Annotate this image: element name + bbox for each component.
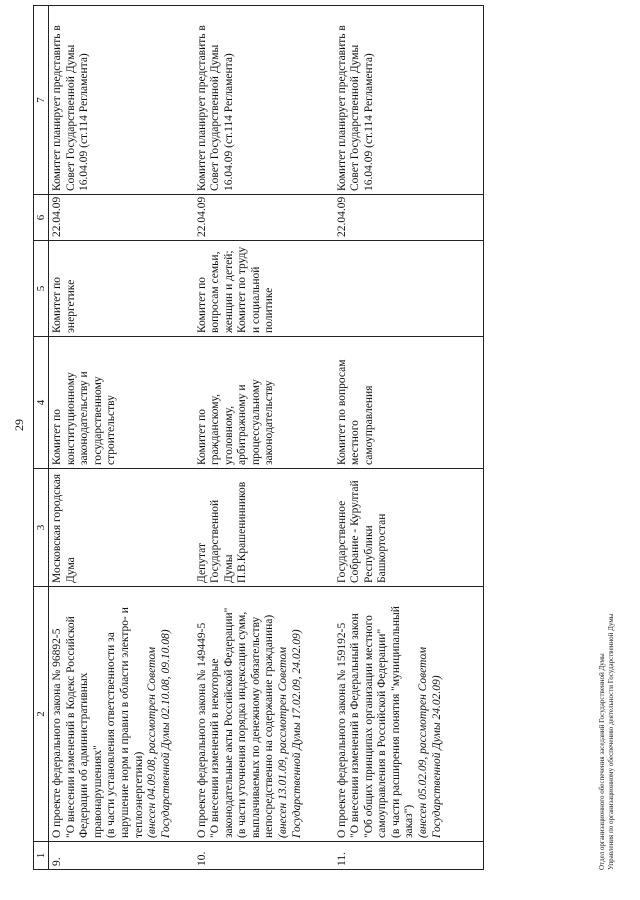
- col-header-5: 5: [34, 241, 49, 337]
- bill-line: нарушение норм и правил в области электро- и: [118, 607, 131, 838]
- table-row: [194, 6, 334, 870]
- bill-author: Московская городская Дума: [49, 469, 194, 587]
- row-number: 11.: [334, 842, 484, 870]
- bill-line: (в части установления ответственности за: [105, 632, 118, 838]
- row-number: 10.: [194, 842, 334, 870]
- bill-note: (внесен 05.02.09, рассмотрен Советом Государственной Думы 24.02.09): [417, 646, 443, 838]
- bill-line: О проекте федерального закона № 149449-5: [195, 622, 208, 838]
- bill-line: законодательные акты Российской Федерации": [222, 607, 235, 838]
- page-number: 29: [12, 419, 26, 431]
- table-row: [49, 6, 194, 870]
- bill-line: (в части расширения понятия "муниципальный: [389, 606, 402, 838]
- col-header-7: 7: [34, 6, 49, 195]
- date: 22.04.09: [49, 195, 194, 241]
- note: Комитет планирует представить в Совет Государственной Думы 16.04.09 (ст.114 Регламента): [49, 6, 194, 195]
- bill-author: Депутат Государственной Думы П.В.Крашенинников: [194, 469, 334, 587]
- note: Комитет планирует представить в Совет Государственной Думы 16.04.09 (ст.114 Регламента): [334, 6, 484, 195]
- note: Комитет планирует представить в Совет Государственной Думы 16.04.09 (ст.114 Регламента): [194, 6, 334, 195]
- responsible-committee: Комитет по вопросам местного самоуправления: [334, 337, 484, 469]
- table-header-row: [34, 6, 49, 870]
- bill-note: (внесен 13.01.09, рассмотрен Советом Государственной Думы 17.02.09, 24.02.09): [277, 629, 303, 838]
- footer-line: Отдел организационного обеспечения заседаний Государственной Думы: [598, 653, 606, 870]
- bill-line: "О внесении изменений в Федеральный закон: [349, 613, 362, 838]
- date: 22.04.09: [334, 195, 484, 241]
- date: 22.04.09: [194, 195, 334, 241]
- bill-line: самоуправления в Российской Федерации": [376, 628, 389, 838]
- col-header-3: 3: [34, 469, 49, 587]
- bill-line: непосредственно на содержание гражданина): [263, 614, 276, 838]
- bill-line: О проекте федерального закона № 159192-5: [335, 622, 348, 838]
- bill-author: Государственное Собрание - Курултай Республики Башкортостан: [334, 469, 484, 587]
- bill-line: правонарушениях": [91, 745, 104, 838]
- bill-line: выплачиваемых по денежному обязательству: [249, 616, 262, 838]
- col-header-4: 4: [34, 337, 49, 469]
- col-header-2: 2: [34, 587, 49, 842]
- footer-line: Управления по организационному обеспечению деятельности Государственной Думы: [607, 613, 615, 870]
- co-executor-committee: [334, 241, 484, 337]
- bill-line: теплоэнергетики): [132, 751, 145, 838]
- bill-description: [194, 587, 334, 842]
- bill-line: (в части уточнения порядка индексации сумм,: [236, 611, 249, 838]
- footer: [598, 614, 616, 870]
- bill-line: Федерации об административных: [78, 672, 91, 838]
- bill-line: О проекте федерального закона № 96892-5: [51, 628, 63, 838]
- co-executor-committee: Комитет по вопросам семьи, женщин и детей; Комитет по труду и социальной политике: [194, 241, 334, 337]
- bill-line: "О внесении изменений в Кодекс Российской: [64, 616, 77, 838]
- responsible-committee: Комитет по гражданскому, уголовному, арбитражному и процессуальному законодательству: [194, 337, 334, 469]
- co-executor-committee: Комитет по энергетике: [49, 241, 194, 337]
- row-number: 9.: [49, 842, 194, 870]
- col-header-1: 1: [34, 842, 49, 870]
- col-header-6: 6: [34, 195, 49, 241]
- responsible-committee: Комитет по конституционному законодательству и государственному строительству: [49, 337, 194, 469]
- bill-line: "Об общих принципах организации местного: [362, 615, 375, 838]
- bill-description: [49, 587, 194, 842]
- bill-description: [334, 587, 484, 842]
- bill-note: (внесен 04.09.08, рассмотрен Советом Государственной Думы 02.10.08, 09.10.08): [146, 629, 172, 838]
- table-row: [334, 6, 484, 870]
- bills-table: [33, 5, 484, 870]
- bill-line: заказ"): [403, 804, 416, 838]
- bill-line: "О внесении изменений в некоторые: [209, 658, 222, 838]
